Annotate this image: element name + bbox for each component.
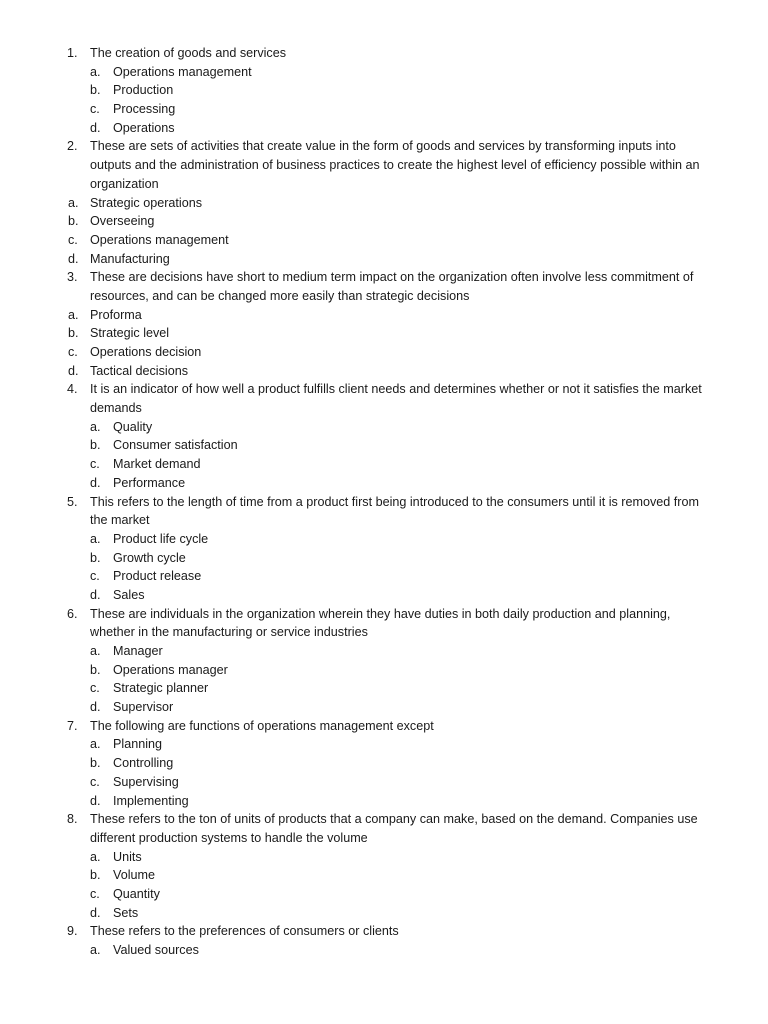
option-text: Quality xyxy=(113,419,153,434)
option-text: Planning xyxy=(113,737,163,752)
option-letter: d. xyxy=(68,251,79,266)
question-number: 2. xyxy=(67,139,78,154)
answer-option xyxy=(0,567,768,586)
option-letter: d. xyxy=(90,905,101,920)
answer-option xyxy=(0,194,768,213)
answer-option xyxy=(0,735,768,754)
question-text: outputs and the administration of business practices to create the highest level of efficiency possible within an xyxy=(90,158,700,173)
question-2-line xyxy=(0,156,768,175)
question-5-line xyxy=(0,493,768,512)
option-text: Operations management xyxy=(90,232,229,247)
option-letter: b. xyxy=(68,326,79,341)
option-letter: a. xyxy=(90,644,101,658)
option-text: Strategic level xyxy=(90,326,170,341)
answer-option xyxy=(0,119,768,138)
option-text: Product release xyxy=(113,569,202,584)
question-text: the market xyxy=(90,513,150,528)
option-letter: b. xyxy=(90,756,101,771)
question-2-line xyxy=(0,175,768,194)
option-letter: d. xyxy=(68,363,79,378)
option-text: Operations decision xyxy=(90,345,202,359)
question-number: 7. xyxy=(67,718,78,733)
answer-option xyxy=(0,324,768,343)
question-text: These are individuals in the organization wherein they have duties in both daily production and planning, xyxy=(90,606,671,621)
question-text: This refers to the length of time from a product first being introduced to the consumers until it is removed from xyxy=(90,494,699,509)
question-text: These are decisions have short to medium term impact on the organization often involve less commitment of xyxy=(90,270,694,285)
option-letter: c. xyxy=(90,681,100,696)
answer-option xyxy=(0,904,768,923)
option-letter: c. xyxy=(90,569,100,584)
question-text: The creation of goods and services xyxy=(90,46,287,60)
answer-option xyxy=(0,100,768,119)
answer-option xyxy=(0,530,768,549)
option-text: Operations management xyxy=(113,64,252,79)
option-text: Overseeing xyxy=(90,214,155,229)
answer-option xyxy=(0,848,768,867)
answer-option xyxy=(0,231,768,250)
question-text: organization xyxy=(90,176,159,191)
option-text: Supervisor xyxy=(113,700,174,715)
answer-option xyxy=(0,661,768,680)
answer-option xyxy=(0,885,768,904)
option-text: Production xyxy=(113,83,174,98)
question-text: These refers to the ton of units of products that a company can make, based on the demand. Companies use xyxy=(90,812,698,827)
question-6-line xyxy=(0,623,768,642)
option-letter: a. xyxy=(68,195,79,210)
option-text: Product life cycle xyxy=(113,531,209,546)
question-8-line xyxy=(0,829,768,848)
question-text: These are sets of activities that create value in the form of goods and services by transforming inputs into xyxy=(90,139,676,154)
answer-option xyxy=(0,866,768,885)
option-text: Strategic operations xyxy=(90,195,203,210)
option-text: Tactical decisions xyxy=(90,363,188,378)
question-number: 6. xyxy=(67,606,78,621)
option-letter: c. xyxy=(90,457,100,472)
option-letter: d. xyxy=(90,700,101,715)
option-text: Quantity xyxy=(113,886,160,901)
option-text: Processing xyxy=(113,102,176,117)
option-text: Operations manager xyxy=(113,662,228,677)
option-letter: b. xyxy=(90,662,101,677)
option-letter: b. xyxy=(90,868,101,883)
option-letter: c. xyxy=(68,232,78,247)
option-letter: a. xyxy=(68,307,79,322)
question-6-line xyxy=(0,605,768,624)
option-letter: c. xyxy=(90,102,100,117)
option-text: Controlling xyxy=(113,756,174,771)
option-text: Proforma xyxy=(90,307,142,322)
option-letter: a. xyxy=(90,737,101,752)
option-text: Consumer satisfaction xyxy=(113,438,238,453)
option-text: Manufacturing xyxy=(90,251,170,266)
question-number: 4. xyxy=(67,382,78,397)
question-number: 8. xyxy=(67,812,78,827)
answer-option xyxy=(0,455,768,474)
answer-option xyxy=(0,343,768,362)
question-text: It is an indicator of how well a product fulfills client needs and determines whether or not it satisfies the market xyxy=(90,382,702,397)
option-letter: b. xyxy=(90,83,101,98)
question-1-line xyxy=(0,44,768,63)
option-letter: a. xyxy=(90,943,101,957)
option-text: Performance xyxy=(113,475,186,490)
answer-option xyxy=(0,250,768,269)
option-text: Growth cycle xyxy=(113,550,186,565)
answer-option xyxy=(0,436,768,455)
answer-option xyxy=(0,418,768,437)
option-text: Units xyxy=(113,849,142,864)
answer-option xyxy=(0,941,768,960)
question-number: 1. xyxy=(67,46,78,60)
option-letter: c. xyxy=(90,774,100,789)
answer-option xyxy=(0,773,768,792)
question-3-line xyxy=(0,287,768,306)
answer-option xyxy=(0,754,768,773)
option-text: Supervising xyxy=(113,774,179,789)
question-text: different production systems to handle the volume xyxy=(90,830,368,845)
option-text: Implementing xyxy=(113,793,189,808)
option-text: Sales xyxy=(113,587,145,602)
option-text: Operations xyxy=(113,120,175,135)
answer-option xyxy=(0,642,768,661)
option-letter: c. xyxy=(68,345,78,359)
option-text: Market demand xyxy=(113,457,201,472)
option-letter: a. xyxy=(90,531,101,546)
answer-option xyxy=(0,792,768,811)
option-text: Valued sources xyxy=(113,943,199,957)
question-9-line xyxy=(0,922,768,941)
question-number: 3. xyxy=(67,270,78,285)
option-letter: c. xyxy=(90,886,100,901)
answer-option xyxy=(0,549,768,568)
question-number: 5. xyxy=(67,494,78,509)
option-letter: d. xyxy=(90,587,101,602)
quiz-page xyxy=(0,44,768,960)
answer-option xyxy=(0,63,768,82)
option-letter: d. xyxy=(90,793,101,808)
option-letter: b. xyxy=(90,550,101,565)
question-text: The following are functions of operations management except xyxy=(90,718,434,733)
option-letter: a. xyxy=(90,64,101,79)
option-letter: a. xyxy=(90,849,101,864)
question-number: 9. xyxy=(67,924,78,939)
answer-option xyxy=(0,362,768,381)
question-5-line xyxy=(0,511,768,530)
question-4-line xyxy=(0,399,768,418)
question-2-line xyxy=(0,137,768,156)
option-letter: d. xyxy=(90,120,101,135)
answer-option xyxy=(0,679,768,698)
question-text: demands xyxy=(90,401,142,416)
option-text: Volume xyxy=(113,868,156,883)
option-letter: b. xyxy=(68,214,79,229)
option-letter: a. xyxy=(90,419,101,434)
option-letter: d. xyxy=(90,475,101,490)
option-letter: b. xyxy=(90,438,101,453)
answer-option xyxy=(0,306,768,325)
answer-option xyxy=(0,81,768,100)
answer-option xyxy=(0,698,768,717)
answer-option xyxy=(0,212,768,231)
answer-option xyxy=(0,474,768,493)
option-text: Sets xyxy=(113,905,139,920)
question-8-line xyxy=(0,810,768,829)
question-text: These refers to the preferences of consumers or clients xyxy=(90,924,399,939)
option-text: Manager xyxy=(113,644,163,658)
answer-option xyxy=(0,586,768,605)
question-4-line xyxy=(0,380,768,399)
question-text: whether in the manufacturing or service industries xyxy=(90,625,368,640)
option-text: Strategic planner xyxy=(113,681,209,696)
question-3-line xyxy=(0,268,768,287)
question-7-line xyxy=(0,717,768,736)
question-text: resources, and can be changed more easily than strategic decisions xyxy=(90,288,470,303)
